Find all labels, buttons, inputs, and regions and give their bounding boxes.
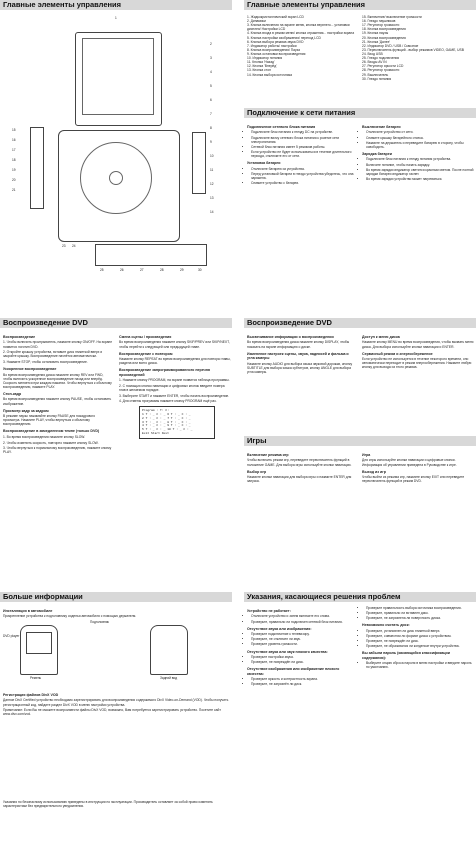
subheading: Высвечивание информации о воспроизведении [247,335,334,339]
list-item: • Проверьте, правильно ли вставлен диск. [366,611,474,615]
callout-right: 3 [210,56,212,60]
callout-left: 21 [12,188,16,192]
paragraph: Во время воспроизведения нажмите кнопку SKIP/PREV или SKIP/NEXT, чтобы перейти к следующей или предыдущей главе. [119,340,230,349]
callout-right: 14 [210,210,214,214]
list-item: 12. Кнопка 'Вперёд' [247,64,277,69]
paragraph: 2. С помощью кнопок навигации и цифровых кнопок введите номера глав в желаемом порядке. [119,383,225,393]
list-item: • Во время зарядки устройство может нагреваться. [366,177,474,181]
callout-top: 1 [115,16,117,20]
divx-section [3,690,231,718]
list-item: 21. Кнопка 'Далее' [362,39,391,44]
paragraph: Во время воспроизведения диска нажмите кнопку REV или FWD, чтобы включить ускоренное воспроизведение назад или вперёд. Скорость меняется при каждом нажатии. Чтобы вернуться к обычному воспроизведению, нажмите PLAY. [3,372,112,389]
games-col1 [247,450,357,485]
list-item: 30. Гнездо питания [362,76,392,81]
section-header-dvd-playback-2: Воспроизведение DVD [244,318,476,328]
paragraph: Данное DivX Certified устройство необходимо зарегистрировать для воспроизведения содержимого DivX Video-on-Demand (VOD). Чтобы получить регистрационный код, найдите раздел DivX VOD в меню настройки устройства. [3,698,229,707]
callout-right: 8 [210,126,212,130]
program-table [139,406,215,438]
paragraph: 3. Чтобы вернуться к нормальному воспроизведению, нажмите кнопку PLAY. [3,446,112,455]
subheading: Игра [362,453,371,457]
callout-left: 19 [12,168,16,172]
subheading: Доступ к меню диска [362,335,400,339]
list-item: 27. Регулятор яркости LCD [362,64,404,69]
callout-left: 17 [12,148,16,152]
device-side-left [30,127,44,209]
list-item: • Если устройство не будет использоваться в течение длительного периода, отключите его от сети. [251,150,357,158]
list-item: • Во время зарядки индикатор светится красным светом. После полной зарядки батареи индикатор гаснет. [366,168,474,176]
subheading: Включение режима игр [247,453,289,457]
subheading: Невозможно считать диск: [362,623,410,628]
dvd-info-col1 [247,332,357,376]
callout-bottom: 26 [120,268,124,272]
list-item: 17. Регулятор громкости [362,23,400,28]
power-left [247,122,357,186]
paragraph: 2. Чтобы изменить скорость, повторно нажмите кнопку SLOW. [3,440,99,445]
subheading: Подключение сетевого блока питания [247,125,316,129]
list-item: • Проверьте, не загрязнён ли диск. [251,682,357,686]
list-item: 1. Жидкокристаллический экран LCD [247,15,304,19]
section-header-dvd-playback: Воспроизведение DVD [0,318,232,328]
label-dvd-player: DVD player [3,634,20,638]
paragraph: 1. Нажмите кнопку PROGRAM, на экране появится таблица программы. [119,378,230,383]
label-headrest: Подголовник [90,620,109,624]
subheading: Инсталляция в автомобиле [3,609,53,613]
program-table-row: 1 T : _ C : _ 6 T : _ C : _ [142,413,191,417]
label-rear-view: Задний вид [160,676,178,680]
list-item: 5. Кнопка настройки изображения/ переход LCD [247,35,321,40]
callout-bottom: 25 [100,268,104,272]
program-table-row: 3 T : _ C : _ 8 T : _ C : _ [142,420,191,424]
list-item: 14. Кнопка выбора источника [247,72,293,77]
list-item: 19. Кнопка паузы [362,31,389,36]
callout-right: 6 [210,98,212,102]
troubleshooting-col1 [247,606,357,687]
list-item: 29. Выключатель [362,72,389,77]
paragraph: Указания по безопасному использованию приведены в инструкции по эксплуатации. Производитель оставляет за собой право изменять характеристики без предварительного уведомления. [3,800,213,809]
callout-bottom: 27 [140,268,144,272]
list-item: • Проверьте яркость и контрастность экрана. [251,677,357,681]
subheading: Ускоренное воспроизведение [3,367,57,372]
program-table-row: 2 T : _ C : _ 7 T : _ C : _ [142,416,191,420]
label-strap: Ремень [30,676,42,680]
power-right [362,122,474,182]
controls-list-b [362,15,474,81]
list-item: 22. Индикатор DVD / USB / Сквозное [362,43,419,48]
subheading: Смена сцены / произведения [119,335,172,339]
subheading: Просмотр кадр за кадром [3,408,49,413]
list-item: • Проверьте, не загрязнена ли поверхность диска. [366,616,474,620]
list-item: • Проверьте, правильно ли подключен сетевой блок питания. [251,620,357,624]
list-item: • Выберите опцию сброса пароля в меню настройки и введите пароль по умолчанию. [366,661,474,669]
paragraph: 1. Чтобы включить проигрыватель, нажмите кнопку ON/OFF. На экране появится логотип DVD. [3,340,113,349]
subheading: Воспроизведение в замедленном темпе (только DVD) [3,429,100,434]
list-item: 23. Переключатель функций - выбор режимов VIDEO, GAME, USB [362,47,464,52]
list-item: • Проверьте правильность выбора источника воспроизведения. [366,606,474,610]
callout-right: 2 [210,42,212,46]
list-item: 18. Кнопка воспроизведения [362,27,406,32]
list-item: 13. Кнопка стоп [247,68,271,73]
device-back [95,244,207,266]
paragraph: Если устройство не используется в течение некоторого времени, оно автоматически переходит в режим энергосбережения. Нажмите любую кнопку для выхода из этого режима. [362,357,472,370]
callout-left: 15 [12,128,16,132]
paragraph: Нажмите кнопку REPEAT во время воспроизведения для повтора главы, раздела или всего диска. [119,357,231,366]
paragraph: 4. Для отмены программы нажмите кнопку PROGRAM ещё раз. [119,399,217,404]
games-col2 [362,450,474,485]
paragraph: Нажмите кнопку MENU во время воспроизведения, чтобы вызвать меню диска. Для выбора используйте кнопки навигации и ENTER. [362,340,474,349]
list-item: 25. Гнездо подключения [362,56,400,61]
list-item: • Проверьте, совместим ли формат диска с устройством. [366,634,474,638]
paragraph: Чтобы включить режим игр, переведите переключатель функций в положение GAME. Для выбора игры используйте кнопки навигации. [247,458,352,467]
subheading: Регистрация файлов DivX VOD [3,693,59,697]
list-item: 28. Регулятор громкости [362,68,400,73]
dvd-player-shape [26,632,52,654]
paragraph: 3. Выберите START и нажмите ENTER, чтобы начать воспроизведение. [119,393,230,398]
paragraph: Во время воспроизведения нажмите кнопку PAUSE, чтобы остановить изображение. [3,397,112,406]
program-table-footer: Exit Start Next [142,431,170,435]
list-item: • Подключите блок питания к гнезду DC на устройстве. [251,130,357,134]
list-item: • Отключите батарею из устройства. [251,167,357,171]
callout-bottom: 23 [62,244,66,248]
more-info-footnote [3,800,231,810]
list-item: 15. Включение/ выключение громкости [362,15,422,19]
controls-list-a [247,15,357,77]
disc-spindle [109,171,123,185]
list-item: 4. Кнопка входа в режим меню/ кнопка отражения... настройки экрана [247,31,355,36]
list-item: 8. Кнопка воспроизведения/ Пауза [247,47,300,52]
section-header-games: Игры [244,436,476,446]
subheading: Стоп-кадр [3,391,22,396]
list-item: 20. Кнопка воспроизведения [362,35,406,40]
callout-bottom: 24 [72,244,76,248]
paragraph: В режиме паузы нажимайте кнопку PAUSE для покадрового просмотра. Нажмите PLAY, чтобы вернуться к обычному воспроизведению. [3,414,96,427]
subheading: Воспроизведение [3,335,36,339]
subheading: Изменение настроек сцены, звука, надписей и фильма и угла камеры [247,351,349,361]
callout-left: 16 [12,138,16,142]
callout-bottom: 30 [198,268,202,272]
dvd-playback-col2 [119,332,231,439]
callout-right: 12 [210,182,214,186]
program-table-row: 5 T : _ C : _ 10 T : _ C : _ [142,428,193,432]
subheading: Отсутствие звука или изображения: [247,626,312,631]
section-header-power: Подключение к сети питания [244,108,476,118]
program-table-row: 4 T : _ C : _ 9 T : _ C : _ [142,424,191,428]
paragraph: 2. Откройте крышку устройства, вставьте диск этикеткой вверх и закройте крышку. Воспроизведение начнётся автоматически. [3,350,103,359]
subheading: Выход из игр [362,469,386,474]
list-item: 16. Гнездо наушников [362,19,396,24]
list-item: 2. Динамики [247,19,266,24]
paragraph: 3. Нажмите STOP, чтобы остановить воспроизведение. [3,359,88,364]
section-header-controls-list: Главные элементы управления [244,0,476,10]
list-item: • Проверьте уровень громкости. [251,642,357,646]
list-item: • Проверьте подключение к телевизору. [251,632,357,636]
paragraph: Для игры используйте кнопки навигации и цифровые кнопки. Информация об управлении приведена в Руководстве к игре. [362,458,457,467]
callout-bottom: 28 [160,268,164,272]
list-item: • Проверьте, не отключен ли звук. [251,637,357,641]
paragraph: Чтобы выйти из режима игр, нажмите кнопку EXIT или переведите переключатель функций в режим DVD. [362,475,465,484]
list-item: • Проверьте настройки звука. [251,655,357,659]
list-item: • Снимите крышку батарейного отсека. [366,136,474,140]
section-header-controls: Главные элементы управления [0,0,232,10]
dvd-playback-col1 [3,332,113,456]
callout-right: 11 [210,168,214,172]
list-item: • Проверьте, не образовался ли конденсат внутри устройства. [366,644,474,648]
callout-left: 18 [12,158,16,162]
subheading: Устройство не работает: [247,609,291,613]
troubleshooting-col2 [362,606,474,670]
callout-right: 10 [210,154,214,158]
list-item: • Отключите устройство и затем включите его снова. [251,614,357,618]
list-item: • Нажмите на держатель и переведите батарею в сторону, чтобы освободить. [366,141,474,149]
subheading: Воспроизведение запрограммированного перечня произведений [119,368,210,377]
section-header-troubleshooting: Указания, касающиеся решения проблем [244,592,476,602]
callout-right: 5 [210,84,212,88]
subheading: Воспроизведение с повтором [119,351,173,356]
subheading: Отсутствие звука или звук плохого качества: [247,649,328,654]
list-item: • Сетевой блок питания имеет 5 режимов работы. [251,145,357,149]
lcd-screen [82,38,154,115]
device-side-right [192,132,206,194]
list-item: 7. Индикатор работы/ настройки [247,43,297,48]
paragraph: Нажмите кнопку AUDIO для выбора языка звуковой дорожки, кнопку SUBTITLE для выбора языка субтитров, кнопку ANGLE для выбора угла камеры. [247,361,353,374]
note: Примечание: Если Вы не сможете воспроизвести файлы DivX VOD, возможно, Вам потребуется зарегистрировать устройство. Посетите сайт www.divx.com/vod. [3,708,221,717]
device-diagram [0,12,232,302]
callout-right: 4 [210,70,212,74]
subheading: Отсутствие изображения или изображение плохого качества: [247,667,340,676]
list-item: 10. Индикатор питания [247,56,283,61]
list-item: 9. Кнопка остановки воспроизведения [247,51,306,56]
list-item: 26. Входы AV IN [362,60,387,65]
list-item: • Проверьте, установлен ли диск этикеткой вверх. [366,629,474,633]
callout-right: 9 [210,140,212,144]
list-item: • Проверьте, не повреждён ли диск. [366,639,474,643]
subheading: Вы забыли пароль (касающийся классификации содержания): [362,651,450,660]
list-item: • Проверьте, не повреждён ли диск. [251,660,357,664]
more-info [3,606,231,620]
subheading: Сервисный режим и энергосбережение [362,351,433,356]
callout-right: 13 [210,196,214,200]
subheading: Установка батареи [247,161,281,166]
callout-left: 20 [12,178,16,182]
list-item: 3. Кнопка включения на экране меню, кнопка верхнего... установки дисплея/ Настройки LCD [247,23,350,32]
paragraph: 1. Во время воспроизведения нажмите кнопку SLOW. [3,434,86,439]
list-item: 24. Вход USB [362,51,383,56]
list-item: • Снимите устройство с батареи. [251,181,357,185]
list-item: • Подключите вилку сетевого блока питания к розетке сети электропитания. [251,136,357,144]
car-install-diagram [0,620,232,685]
section-header-more-info: Больше информации [0,592,232,602]
paragraph: Во время воспроизведения диска нажмите кнопку DISPLAY, чтобы показать на экране информацию о диске. [247,340,350,349]
subheading: Выбор игр [247,469,267,474]
list-item: 6. Кнопка выбора режима звука DVD [247,39,304,44]
paragraph: Нажмите кнопки навигации для выбора игры и нажмите ENTER для запуска. [247,475,352,484]
paragraph: Прикрепление устройства к подголовнику сиденья автомобиля с помощью держателя. [3,614,137,619]
callout-right: 7 [210,112,212,116]
program-table-title: Program : T: C: [142,409,170,413]
list-item: • Включите питание, чтобы начать зарядку. [366,163,474,167]
list-item: • Перед установкой батареи в гнездо устройства убедитесь, что она заряжена. [251,172,357,180]
headrest-back-shape [150,625,188,675]
list-item: • Подключите блок питания к гнезду питания устройства. [366,157,474,161]
list-item: • Отключите устройство от сети. [366,130,474,134]
list-item: 11. Кнопка 'Назад' [247,60,275,65]
subheading: Зарядка батареи [362,151,392,156]
callout-bottom: 29 [180,268,184,272]
subheading: Выключение батареи [362,125,401,129]
dvd-info-col2 [362,332,474,371]
